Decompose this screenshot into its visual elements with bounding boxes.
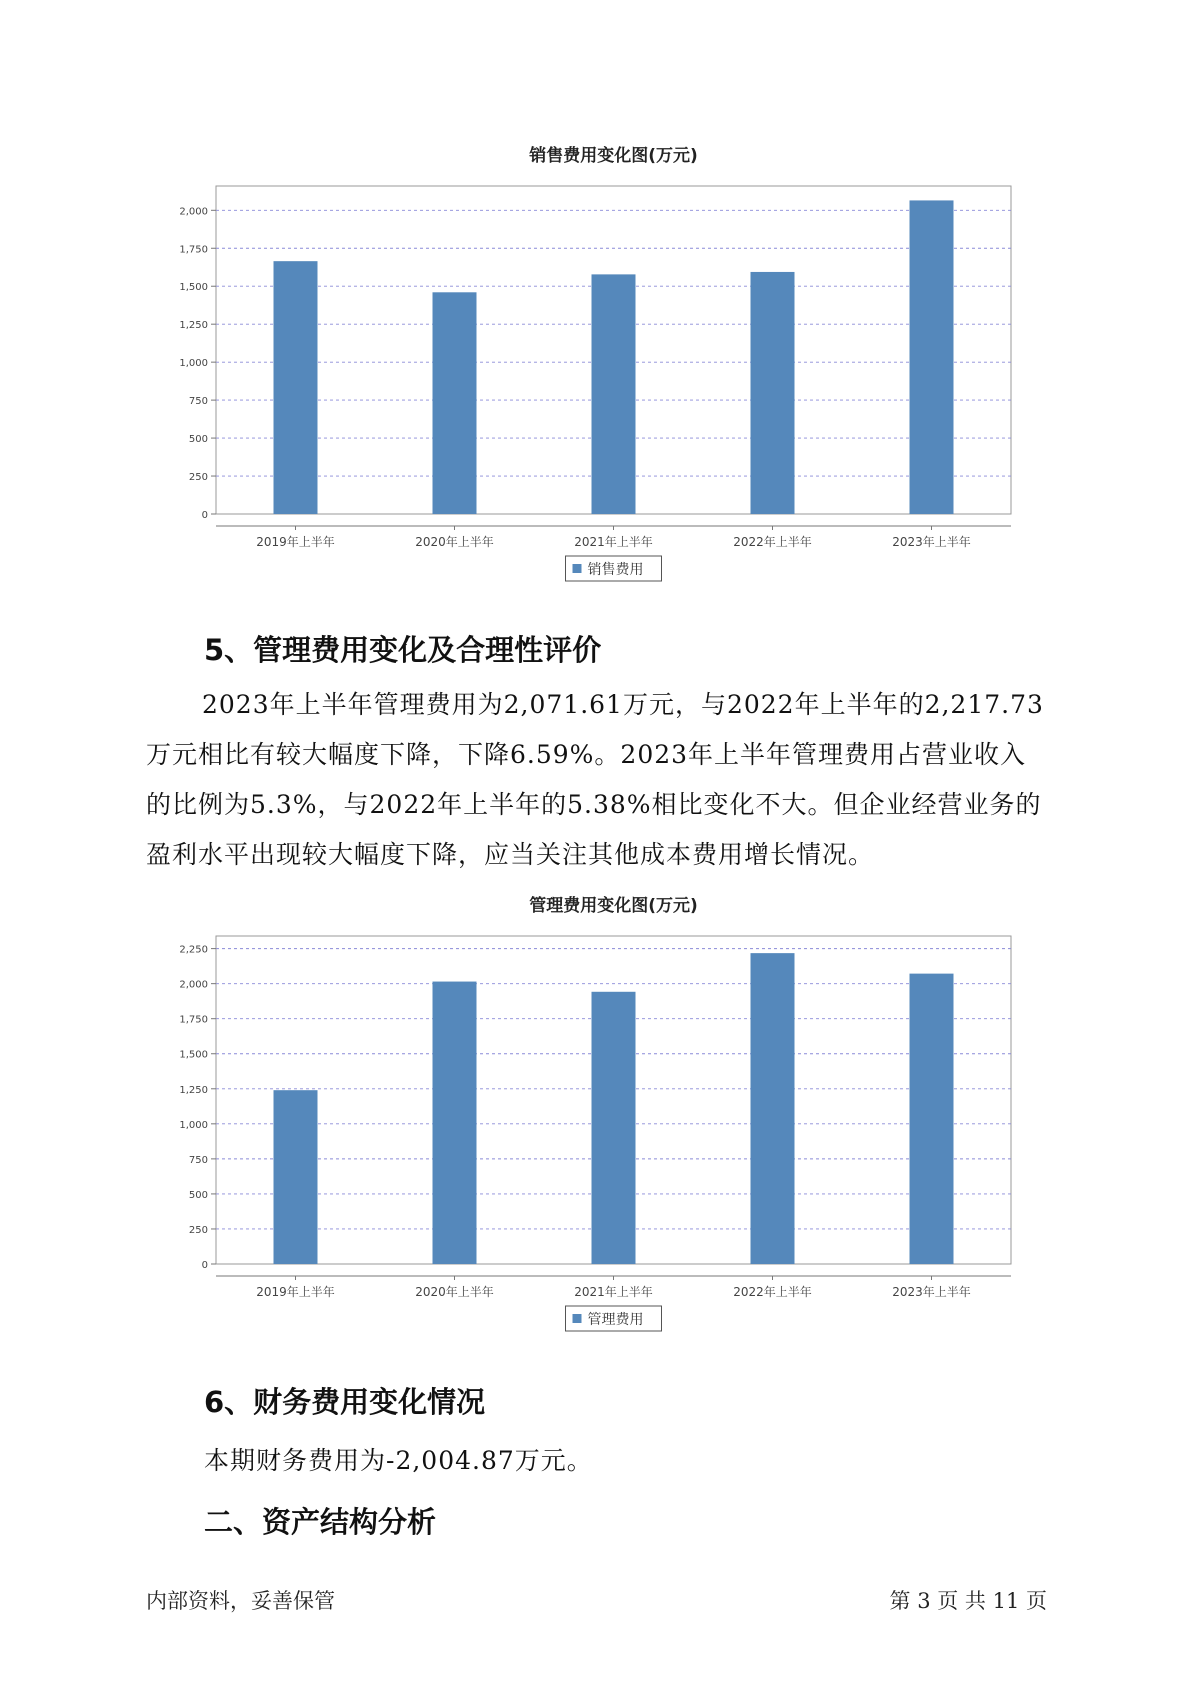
- admin-chart-y-tick-label: 500: [188, 1189, 208, 1201]
- sales-chart-y-tick-label: 1,000: [179, 358, 208, 370]
- admin-chart-bar: [274, 1090, 318, 1264]
- sales-chart-bar: [910, 200, 954, 514]
- admin-chart-y-tick-label: 1,750: [179, 1014, 208, 1026]
- footer-confidential-note: 内部资料，妥善保管: [146, 1589, 335, 1613]
- footer-page-number: 第 3 页 共 11 页: [889, 1589, 1047, 1613]
- sales-chart-legend-label: 销售费用: [587, 562, 644, 578]
- sales-chart-bar: [751, 272, 795, 514]
- admin-chart-y-tick-label: 1,000: [179, 1119, 208, 1131]
- sales-chart-y-tick-label: 750: [188, 396, 208, 408]
- sales-chart-title: 销售费用变化图(万元): [529, 146, 698, 166]
- admin-chart-legend-swatch: [573, 1314, 582, 1323]
- sales-chart-y-tick-label: 1,500: [179, 282, 208, 294]
- sales-chart-x-tick-label: 2019年上半年: [256, 535, 335, 549]
- admin-chart-legend: [566, 1306, 662, 1331]
- sales-chart-y-tick-label: 1,250: [179, 320, 208, 332]
- admin-expense-chart: [0, 888, 1191, 1338]
- sales-chart-legend: [566, 556, 662, 581]
- admin-chart-x-tick-label: 2021年上半年: [574, 1285, 653, 1299]
- sales-expense-chart-svg: [0, 138, 1191, 588]
- sales-chart-x-tick-label: 2020年上半年: [415, 535, 494, 549]
- section-5-line-2: 万元相比有较大幅度下降，下降6.59%。2023年上半年管理费用占营业收入: [146, 740, 1027, 769]
- sales-expense-chart: [0, 138, 1191, 588]
- admin-chart-y-tick-label: 1,500: [179, 1049, 208, 1061]
- section-5-line-3: 的比例为5.3%，与2022年上半年的5.38%相比变化不大。但企业经营业务的: [146, 790, 1042, 819]
- admin-chart-y-tick-label: 2,000: [179, 979, 208, 991]
- admin-chart-x-tick-label: 2023年上半年: [892, 1285, 971, 1299]
- admin-chart-title: 管理费用变化图(万元): [529, 896, 698, 916]
- admin-chart-bar: [751, 953, 795, 1264]
- part-2-heading: 二、资产结构分析: [204, 1505, 437, 1539]
- sales-chart-x-tick-label: 2022年上半年: [733, 535, 812, 549]
- admin-chart-x-tick-label: 2020年上半年: [415, 1285, 494, 1299]
- admin-chart-bar: [592, 992, 636, 1264]
- admin-chart-bar: [433, 982, 477, 1264]
- sales-chart-y-tick-label: 500: [188, 434, 208, 446]
- sales-chart-y-tick-label: 1,750: [179, 244, 208, 256]
- admin-chart-bar: [910, 974, 954, 1264]
- admin-expense-chart-svg: [0, 888, 1191, 1338]
- sales-chart-y-tick-label: 0: [201, 510, 208, 521]
- admin-chart-x-tick-label: 2019年上半年: [256, 1285, 335, 1299]
- section-6-text: 本期财务费用为-2,004.87万元。: [204, 1446, 593, 1475]
- section-5-line-1: 2023年上半年管理费用为2,071.61万元，与2022年上半年的2,217.73: [202, 690, 1044, 719]
- section-5-heading: 5、管理费用变化及合理性评价: [204, 633, 602, 667]
- sales-chart-y-tick-label: 2,000: [179, 206, 208, 218]
- sales-chart-y-tick-label: 250: [188, 472, 208, 484]
- admin-chart-x-tick-label: 2022年上半年: [733, 1285, 812, 1299]
- sales-chart-legend-swatch: [573, 564, 582, 573]
- section-5-paragraph: [146, 680, 1044, 880]
- section-5-line-4: 盈利水平出现较大幅度下降，应当关注其他成本费用增长情况。: [146, 840, 875, 869]
- admin-chart-legend-label: 管理费用: [587, 1312, 644, 1328]
- admin-chart-y-tick-label: 250: [188, 1224, 208, 1236]
- sales-chart-bar: [592, 274, 636, 514]
- section-6-heading: 6、财务费用变化情况: [204, 1385, 486, 1419]
- admin-chart-y-tick-label: 2,250: [179, 944, 208, 956]
- admin-chart-y-tick-label: 1,250: [179, 1084, 208, 1096]
- admin-chart-y-tick-label: 0: [201, 1260, 208, 1271]
- admin-chart-y-tick-label: 750: [188, 1154, 208, 1166]
- sales-chart-bar: [433, 292, 477, 514]
- sales-chart-x-tick-label: 2023年上半年: [892, 535, 971, 549]
- sales-chart-bar: [274, 261, 318, 514]
- sales-chart-x-tick-label: 2021年上半年: [574, 535, 653, 549]
